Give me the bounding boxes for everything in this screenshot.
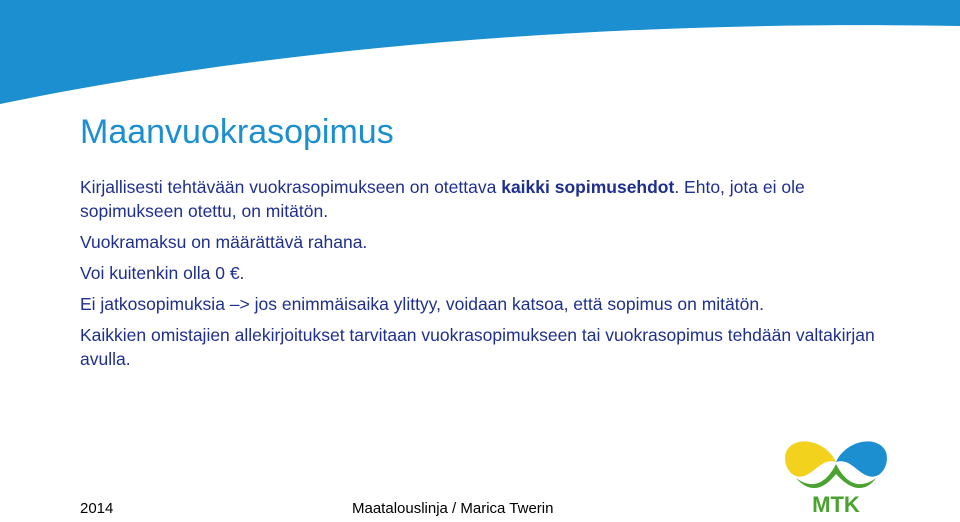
footer-year: 2014: [80, 500, 114, 517]
footer-author: Maatalouslinja / Marica Twerin: [352, 500, 554, 517]
paragraph-2: Vuokramaksu on määrättävä rahana.: [80, 232, 368, 252]
slide-body: [80, 175, 880, 378]
slide-title: Maanvuokrasopimus: [80, 113, 394, 151]
bold-phrase: kaikki sopimusehdot: [501, 177, 675, 197]
paragraph-4: Ei jatkosopimuksia –> jos enimmäisaika ylittyy, voidaan katsoa, että sopimus on mitätön.: [80, 294, 764, 314]
paragraph-1: Kirjallisesti tehtävään vuokrasopimukseen on otettava kaikki sopimusehdot. Ehto, jota ei ole sopimukseen otettu, on mitätön.: [80, 177, 805, 221]
header-band: [0, 0, 960, 110]
svg-text:MTK: MTK: [812, 492, 860, 516]
paragraph-5: Kaikkien omistajien allekirjoitukset tarvitaan vuokrasopimukseen tai vuokrasopimus tehdään valtakirjan avulla.: [80, 325, 875, 369]
mtk-logo-icon: [782, 432, 890, 516]
paragraph-3: Voi kuitenkin olla 0 €.: [80, 263, 245, 283]
